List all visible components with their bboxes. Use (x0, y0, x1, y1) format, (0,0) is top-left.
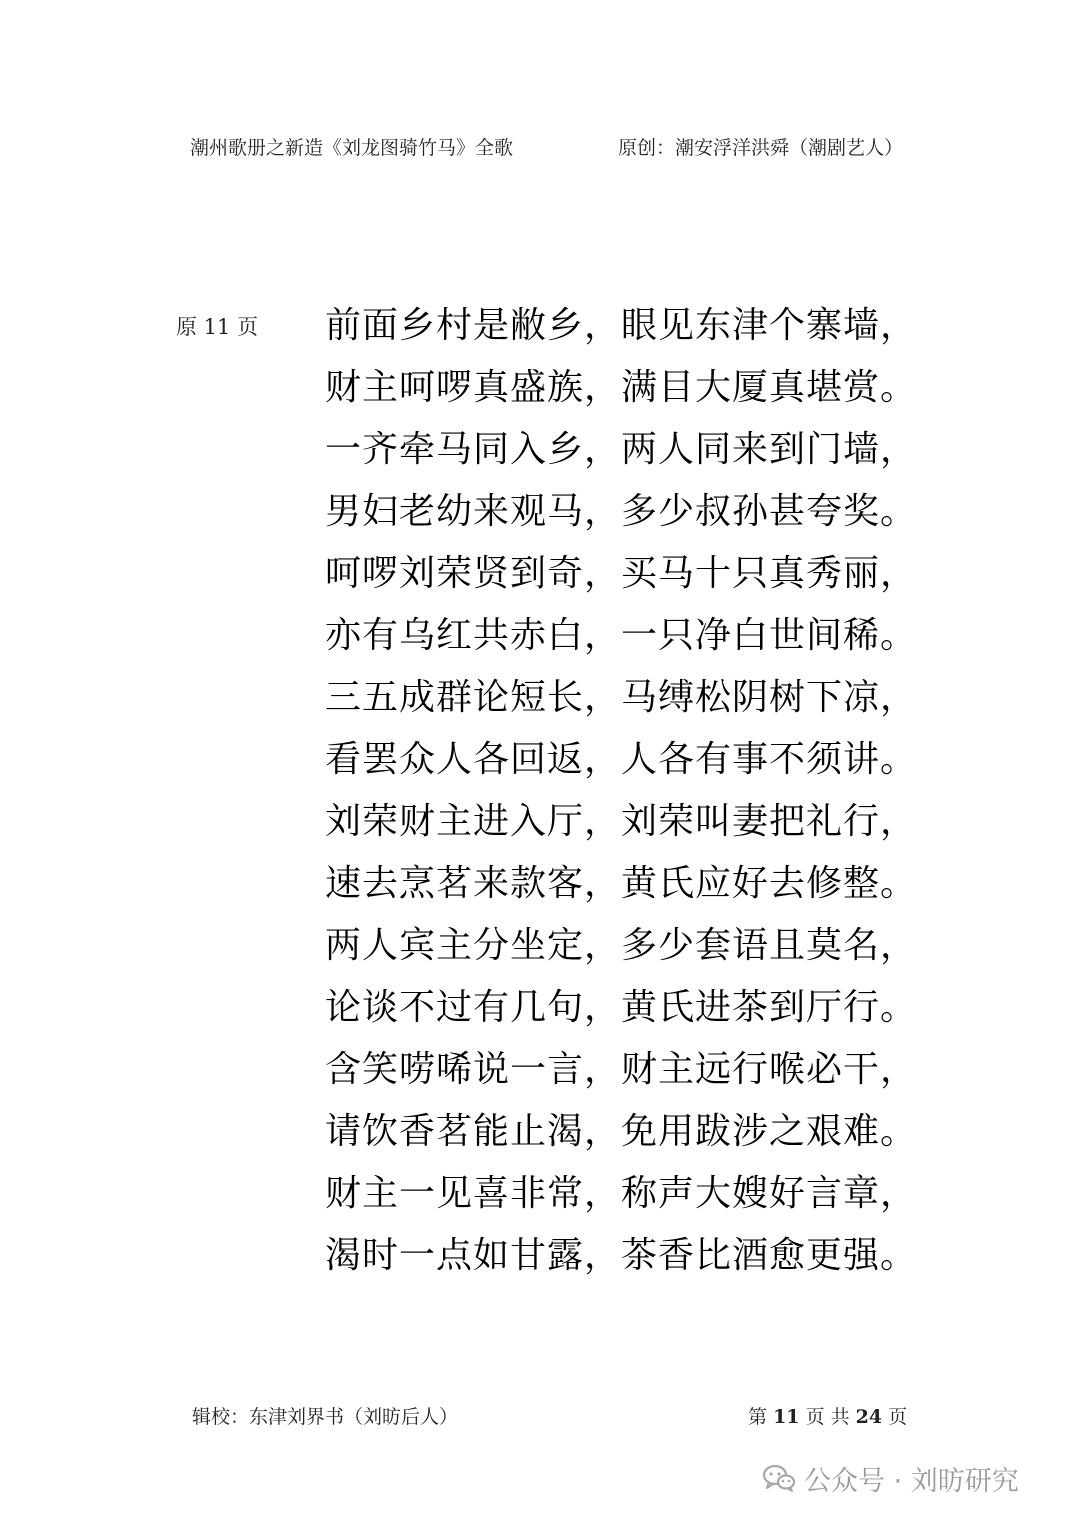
verse-line: 男妇老幼来观马，多少叔孙甚夸奖。 (325, 491, 918, 532)
verse-line: 三五成群论短长，马缚松阴树下凉， (325, 677, 918, 718)
current-page-number: 11 (773, 1406, 800, 1428)
total-page-number: 24 (855, 1406, 883, 1428)
verse-line: 财主呵啰真盛族，满目大厦真堪赏。 (325, 367, 918, 408)
header-author: 原创：潮安浮洋洪舜（潮剧艺人） (618, 137, 904, 159)
verse-line: 呵啰刘荣贤到奇，买马十只真秀丽， (325, 553, 918, 594)
page-counter-mid: 页 共 (805, 1406, 850, 1428)
verse-line: 两人宾主分坐定，多少套语且莫名， (325, 925, 918, 966)
wechat-watermark (762, 1458, 1019, 1498)
page-footer (0, 1402, 1080, 1432)
verse-line: 渴时一点如甘露，茶香比酒愈更强。 (325, 1235, 918, 1276)
verse-body (325, 295, 925, 1287)
page-counter-suffix: 页 (888, 1406, 908, 1428)
wechat-icon (762, 1463, 796, 1493)
page-counter (748, 1402, 907, 1429)
verse-line: 前面乡村是敝乡，眼见东津个寨墙， (325, 305, 918, 346)
verse-line: 刘荣财主进入厅，刘荣叫妻把礼行， (325, 801, 918, 842)
header-title: 潮州歌册之新造《刘龙图骑竹马》全歌 (190, 137, 514, 159)
footer-editor: 辑校：东津刘界书（刘昉后人） (192, 1406, 459, 1428)
verse-line: 财主一见喜非常，称声大嫂好言章， (325, 1173, 918, 1214)
verse-line: 一齐牵马同入乡，两人同来到门墙， (325, 429, 918, 470)
watermark-text: 公众号 · 刘昉研究 (804, 1465, 1019, 1497)
original-page-label: 原 11 页 (176, 315, 259, 339)
verse-line: 请饮香茗能止渴，免用跋涉之艰难。 (325, 1111, 918, 1152)
page-header (0, 133, 1080, 163)
page-counter-prefix: 第 (748, 1406, 768, 1428)
verse-line: 含笑唠唏说一言，财主远行喉必干， (325, 1049, 918, 1090)
verse-line: 速去烹茗来款客，黄氏应好去修整。 (325, 863, 918, 904)
verse-line: 亦有乌红共赤白，一只净白世间稀。 (325, 615, 918, 656)
verse-line: 看罢众人各回返，人各有事不须讲。 (325, 739, 918, 780)
verse-line: 论谈不过有几句，黄氏进茶到厅行。 (325, 987, 918, 1028)
